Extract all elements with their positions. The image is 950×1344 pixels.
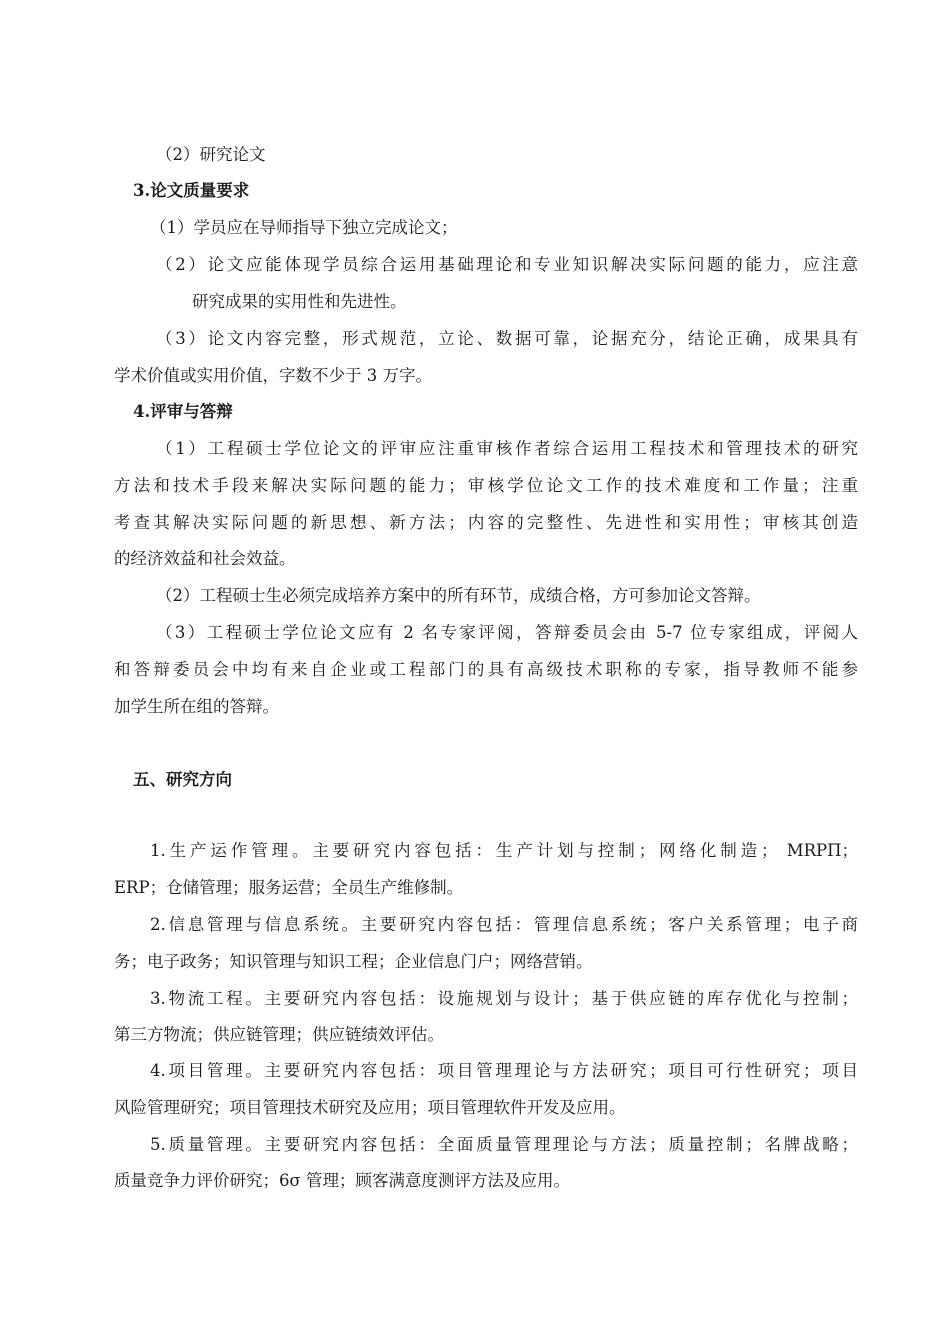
direction-3-line-1: 3.物流工程。主要研究内容包括：设施规划与设计；基于供应链的库存优化与控制； xyxy=(150,989,858,1008)
direction-5-line-2: 质量竞争力评价研究；6σ 管理；顾客满意度测评方法及应用。 xyxy=(114,1171,571,1190)
research-thesis-item: （2）研究论文 xyxy=(156,145,266,164)
research-directions-heading: 五、研究方向 xyxy=(133,770,232,789)
quality-item-3-line-2: 学术价值或实用价值，字数不少于 3 万字。 xyxy=(114,366,432,385)
review-item-3-line-1: （3）工程硕士学位论文应有 2 名专家评阅，答辩委员会由 5-7 位专家组成，评阅人 xyxy=(156,623,858,642)
direction-1-line-1: 1.生产运作管理。主要研究内容包括：生产计划与控制；网络化制造； MRPΠ； xyxy=(150,841,858,860)
direction-2-line-2: 务；电子政务；知识管理与知识工程；企业信息门户；网络营销。 xyxy=(114,952,593,971)
direction-3-line-2: 第三方物流；供应链管理；供应链绩效评估。 xyxy=(114,1025,444,1044)
review-item-1-line-2: 方法和技术手段来解决实际问题的能力；审核学位论文工作的技术难度和工作量；注重 xyxy=(114,476,858,495)
review-item-1-line-4: 的经济效益和社会效益。 xyxy=(114,549,296,568)
quality-item-3-line-1: （3）论文内容完整，形式规范，立论、数据可靠，论据充分，结论正确，成果具有 xyxy=(156,329,858,348)
review-item-3-line-3: 加学生所在组的答辩。 xyxy=(114,697,279,716)
direction-1-line-2: ERP；仓储管理；服务运营；全员生产维修制。 xyxy=(114,878,464,897)
thesis-quality-heading: 3.论文质量要求 xyxy=(133,181,250,200)
quality-item-2-line-1: （2）论文应能体现学员综合运用基础理论和专业知识解决实际问题的能力，应注意 xyxy=(156,255,858,274)
review-item-2: （2）工程硕士生必须完成培养方案中的所有环节，成绩合格，方可参加论文答辩。 xyxy=(156,586,761,605)
direction-4-line-2: 风险管理研究；项目管理技术研究及应用；项目管理软件开发及应用。 xyxy=(114,1098,626,1117)
quality-item-1: （1）学员应在导师指导下独立完成论文； xyxy=(150,218,458,237)
review-defense-heading: 4.评审与答辩 xyxy=(133,402,233,421)
direction-2-line-1: 2.信息管理与信息系统。主要研究内容包括：管理信息系统；客户关系管理；电子商 xyxy=(150,915,858,934)
direction-4-line-1: 4.项目管理。主要研究内容包括：项目管理理论与方法研究；项目可行性研究；项目 xyxy=(150,1061,858,1080)
review-item-1-line-1: （1）工程硕士学位论文的评审应注重审核作者综合运用工程技术和管理技术的研究 xyxy=(156,439,858,458)
review-item-3-line-2: 和答辩委员会中均有来自企业或工程部门的具有高级技术职称的专家，指导教师不能参 xyxy=(114,660,858,679)
direction-5-line-1: 5.质量管理。主要研究内容包括：全面质量管理理论与方法；质量控制；名牌战略； xyxy=(150,1135,858,1154)
quality-item-2-line-2: 研究成果的实用性和先进性。 xyxy=(192,292,407,311)
review-item-1-line-3: 考查其解决实际问题的新思想、新方法；内容的完整性、先进性和实用性；审核其创造 xyxy=(114,513,858,532)
